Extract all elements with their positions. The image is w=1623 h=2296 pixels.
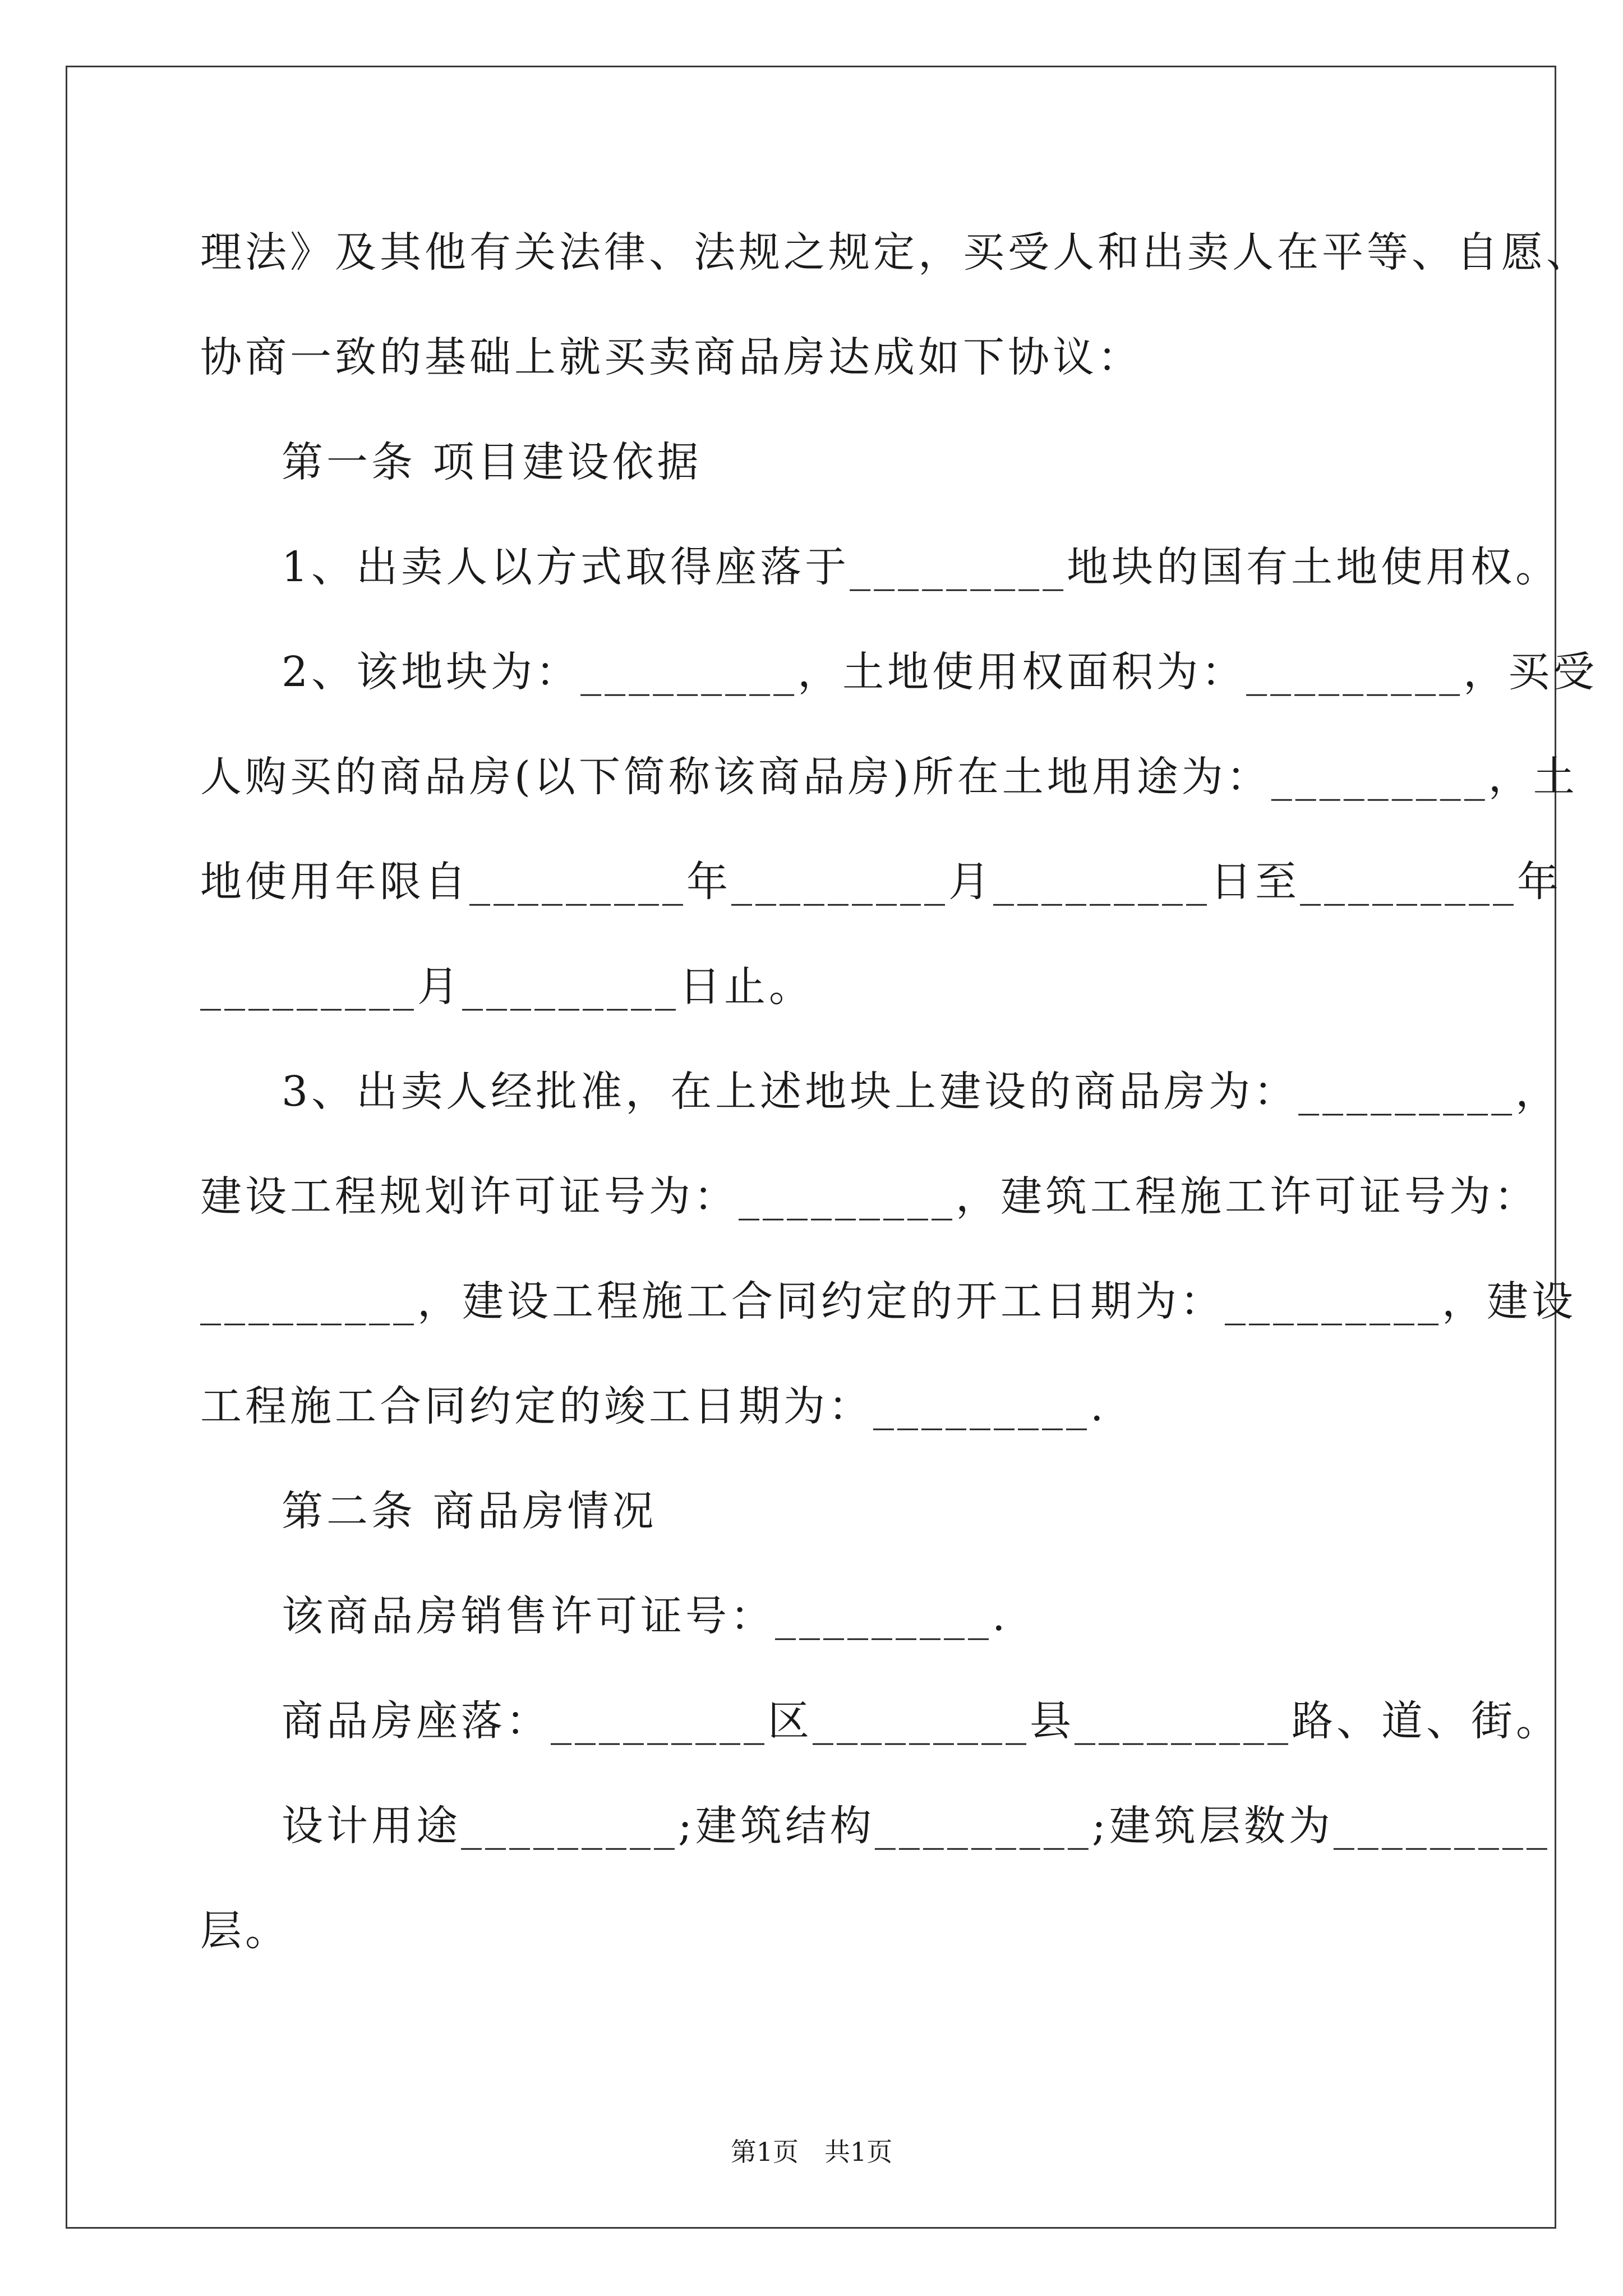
- text-line: 工程施工合同约定的竣工日期为：_________.: [200, 1382, 1107, 1430]
- text-line: 建设工程规划许可证号为：_________，建筑工程施工许可证号为：: [200, 1172, 1539, 1221]
- text-line: 2、该地块为：_________，土地使用权面积为：_________，买受: [282, 648, 1598, 696]
- text-line: 1、出卖人以方式取得座落于_________地块的国有土地使用权。: [282, 543, 1561, 591]
- text-line: 协商一致的基础上就买卖商品房达成如下协议：: [200, 333, 1142, 381]
- page-number: 第1页 共1页: [730, 2137, 893, 2167]
- article-heading: 第二条 商品房情况: [282, 1487, 657, 1535]
- text-line: 人购买的商品房(以下简称该商品房)所在土地用途为：_________，土: [200, 753, 1578, 801]
- text-line: _________，建设工程施工合同约定的开工日期为：_________，建设: [200, 1277, 1576, 1326]
- text-line: 3、出卖人经批准，在上述地块上建设的商品房为：_________，: [282, 1068, 1561, 1116]
- text-line: 该商品房销售许可证号：_________.: [282, 1592, 1009, 1640]
- text-line: 设计用途_________;建筑结构_________;建筑层数为_________: [282, 1802, 1551, 1850]
- text-line: _________月_________日止。: [200, 963, 814, 1011]
- text-line: 理法》及其他有关法律、法规之规定，买受人和出卖人在平等、自愿、: [200, 228, 1591, 277]
- text-line: 层。: [200, 1907, 290, 1955]
- text-line: 商品房座落：_________区_________县_________路、道、街。: [282, 1697, 1561, 1745]
- page-frame: [66, 66, 1556, 2229]
- article-heading: 第一条 项目建设依据: [282, 438, 702, 486]
- text-line: 地使用年限自_________年_________月_________日至_________年: [200, 858, 1562, 906]
